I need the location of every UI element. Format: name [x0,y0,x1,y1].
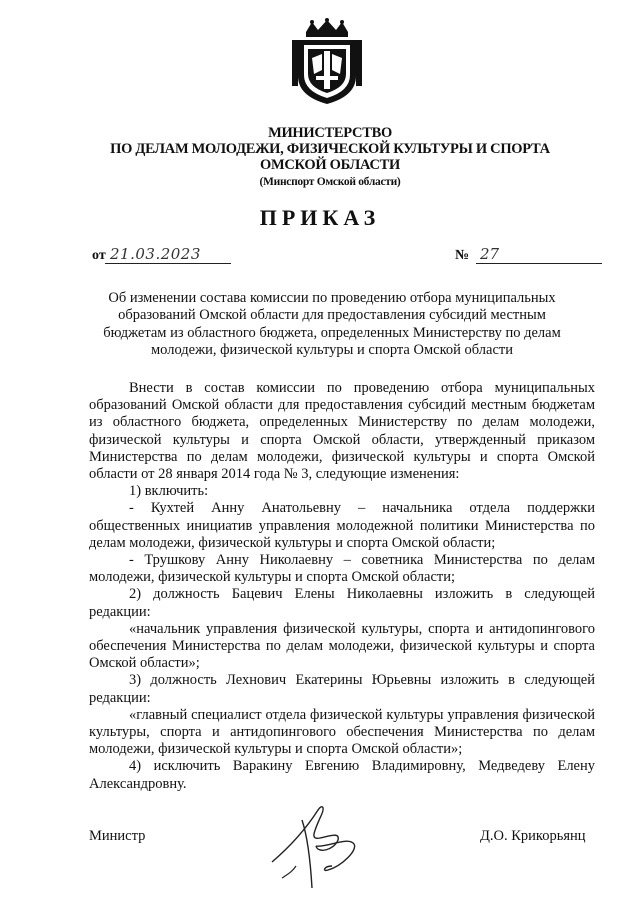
body-paragraph-item-3: 3) должность Лехнович Екатерины Юрьевны изложить в следующей редакции: [89,672,595,706]
body-paragraph-item-1a: - Кухтей Анну Анатольевну – начальника отдела поддержки общественных инициатив управления молодежной политики Министерства по делам молодежи, физической культуры и спорта Омской области; [89,500,595,551]
body-paragraph-item-1: 1) включить: [129,483,209,500]
ministry-name-line-2: ПО ДЕЛАМ МОЛОДЕЖИ, ФИЗИЧЕСКОЙ КУЛЬТУРЫ И СПОРТА [110,141,550,157]
body-paragraph-item-1b: - Трушкову Анну Николаевну – советника Министерства по делам молодежи, физической культуры и спорта Омской области; [89,552,595,586]
date-label: от [92,248,106,263]
body-paragraph-item-3-text: «главный специалист отдела физической культуры управления физической культуры, спорта и антидопингового обеспечения Министерства по делам молодежи, физической культуры и спорта Омской области»; [89,706,595,758]
number-label: № [455,248,470,263]
number-value: 27 [480,245,500,263]
body-paragraph-item-2-text: «начальник управления физической культуры, спорта и антидопингового обеспечения Министерства по делам молодежи, физической культуры и спорта Омской области»; [89,620,595,672]
order-subject: Об изменении состава комиссии по проведению отбора муниципальных образований Омской области для предоставления субсидий местным бюджетам из областного бюджета, определенных Министерству по делам молодежи, физической культуры и спорта Омской области [103,290,561,358]
order-body [89,380,595,793]
signatory-name: Д.О. Крикорьянц [480,828,586,844]
omsk-coat-of-arms-icon [292,18,362,106]
signatory-position: Министр [89,828,146,844]
body-paragraph-item-4: 4) исключить Варакину Евгению Владимировну, Медведеву Елену Александровну. [89,758,595,792]
document-title: ПРИКАЗ [259,205,381,230]
date-value: 21.03.2023 [110,245,201,263]
body-paragraph-item-2: 2) должность Бацевич Елены Николаевны изложить в следующей редакции: [89,586,595,620]
ministry-name-line-3: ОМСКОЙ ОБЛАСТИ [259,157,401,173]
body-paragraph-intro: Внести в состав комиссии по проведению отбора муниципальных образований Омской области для предоставления субсидий местным бюджетам из областного бюджета, определенных Министерству по делам молодежи, физической культуры и спорта Омской области, утвержденный приказом Министерства по делам молодежи, физической культуры и спорта Омской области от 28 января 2014 года № 3, следующие изменения: [89,380,595,483]
ministry-short-name: (Минспорт Омской области) [259,176,401,188]
handwritten-signature-icon [262,792,372,902]
ministry-name-line-1: МИНИСТЕРСТВО [268,125,392,141]
